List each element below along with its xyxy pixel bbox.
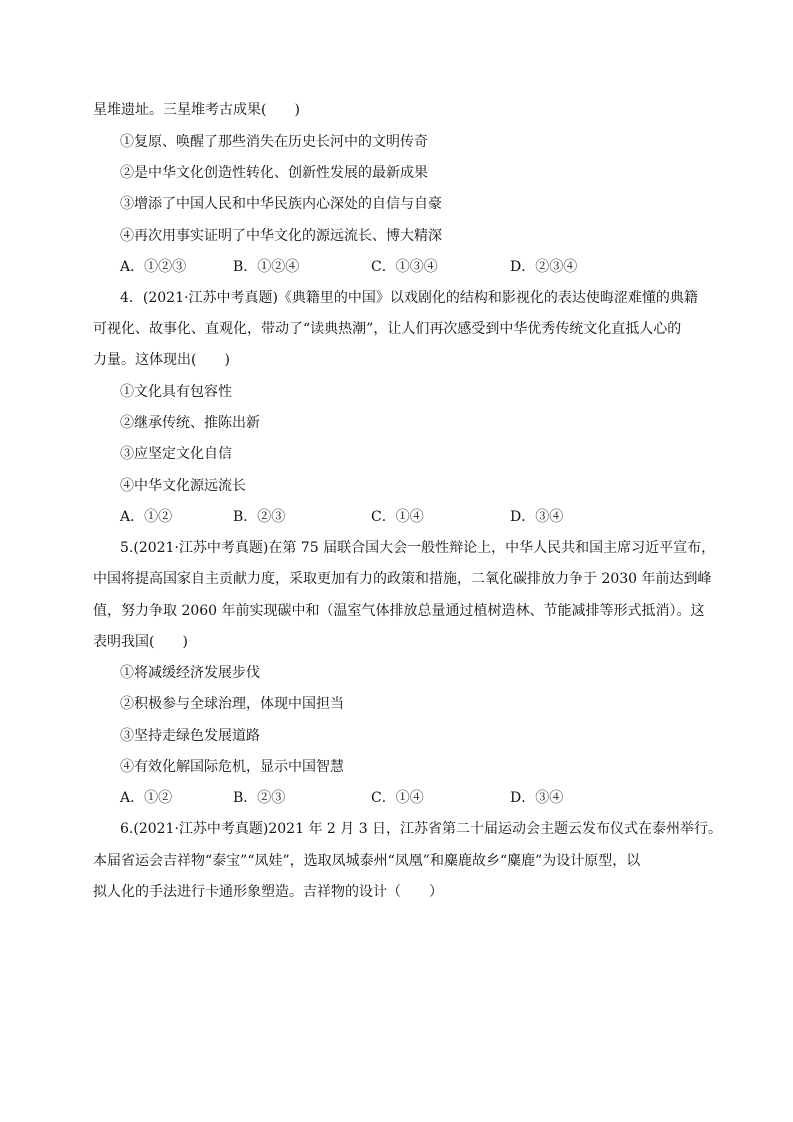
q5-stem-line-3: 值，努力争取 2060 年前实现碳中和（温室气体排放总量通过植树造林、节能减排等形式抵消）。这: [93, 603, 705, 619]
q5-item-3: ③坚持走绿色发展道路: [120, 728, 260, 744]
q4-option-b: B．②③: [233, 509, 286, 525]
q6-stem-line-2: 本届省运会吉祥物“泰宝”“凤娃”，选取凤城泰州“凤凰”和麋鹿故乡“麋鹿”为设计原型，以: [93, 853, 641, 869]
q5-option-b: B．②③: [233, 790, 286, 806]
q3-option-a: A．①②③: [120, 259, 187, 275]
q4-option-a: A．①②: [120, 509, 173, 525]
q5-stem-line-2: 中国将提高国家自主贡献力度，采取更加有力的政策和措施，二氧化碳排放力争于 2030 年前达到峰: [93, 571, 712, 587]
q4-item-3: ③应坚定文化自信: [120, 446, 232, 462]
q4-item-2: ②继承传统、推陈出新: [120, 415, 260, 431]
q3-item-4: ④再次用事实证明了中华文化的源远流长、博大精深: [120, 228, 442, 244]
q5-option-c: C．①④: [371, 790, 424, 806]
q4-item-1: ①文化具有包容性: [120, 384, 232, 400]
q4-option-d: D．③④: [510, 509, 564, 525]
q3-item-3: ③增添了中国人民和中华民族内心深处的自信与自豪: [120, 196, 442, 212]
q4-item-4: ④中华文化源远流长: [120, 478, 246, 494]
q5-stem-line-4: 表明我国( ): [93, 634, 188, 650]
q3-option-c: C．①③④: [371, 259, 438, 275]
q3-option-b: B．①②④: [233, 259, 300, 275]
q5-stem-line-1: 5.(2021·江苏中考真题)在第 75 届联合国大会一般性辩论上，中华人民共和国主席习近平宣布，: [120, 540, 716, 556]
q4-stem-line-3: 力量。这体现出( ): [93, 352, 230, 368]
q4-option-c: C．①④: [371, 509, 424, 525]
q6-stem-line-3: 拟人化的手法进行卡通形象塑造。吉祥物的设计（ ）: [93, 884, 443, 900]
q5-item-1: ①将减缓经济发展步伐: [120, 665, 260, 681]
q5-option-d: D．③④: [510, 790, 564, 806]
q3-option-d: D．②③④: [510, 259, 578, 275]
q6-stem-line-1: 6.(2021·江苏中考真题)2021 年 2 月 3 日，江苏省第二十届运动会主题云发布仪式在泰州举行。: [120, 821, 723, 837]
q3-item-2: ②是中华文化创造性转化、创新性发展的最新成果: [120, 165, 428, 181]
q4-stem-line-1: 4．(2021·江苏中考真题)《典籍里的中国》以戏剧化的结构和影视化的表达使晦涩难懂的典籍: [120, 290, 698, 306]
q5-item-4: ④有效化解国际危机，显示中国智慧: [120, 759, 344, 775]
q5-item-2: ②积极参与全球治理，体现中国担当: [120, 696, 344, 712]
q5-option-a: A．①②: [120, 790, 173, 806]
q4-stem-line-2: 可视化、故事化、直观化，带动了“读典热潮”，让人们再次感受到中华优秀传统文化直抵人心的: [93, 321, 682, 337]
q3-item-1: ①复原、唤醒了那些消失在历史长河中的文明传奇: [120, 134, 428, 150]
q3-stem-tail: 星堆遗址。三星堆考古成果( ): [93, 102, 300, 118]
